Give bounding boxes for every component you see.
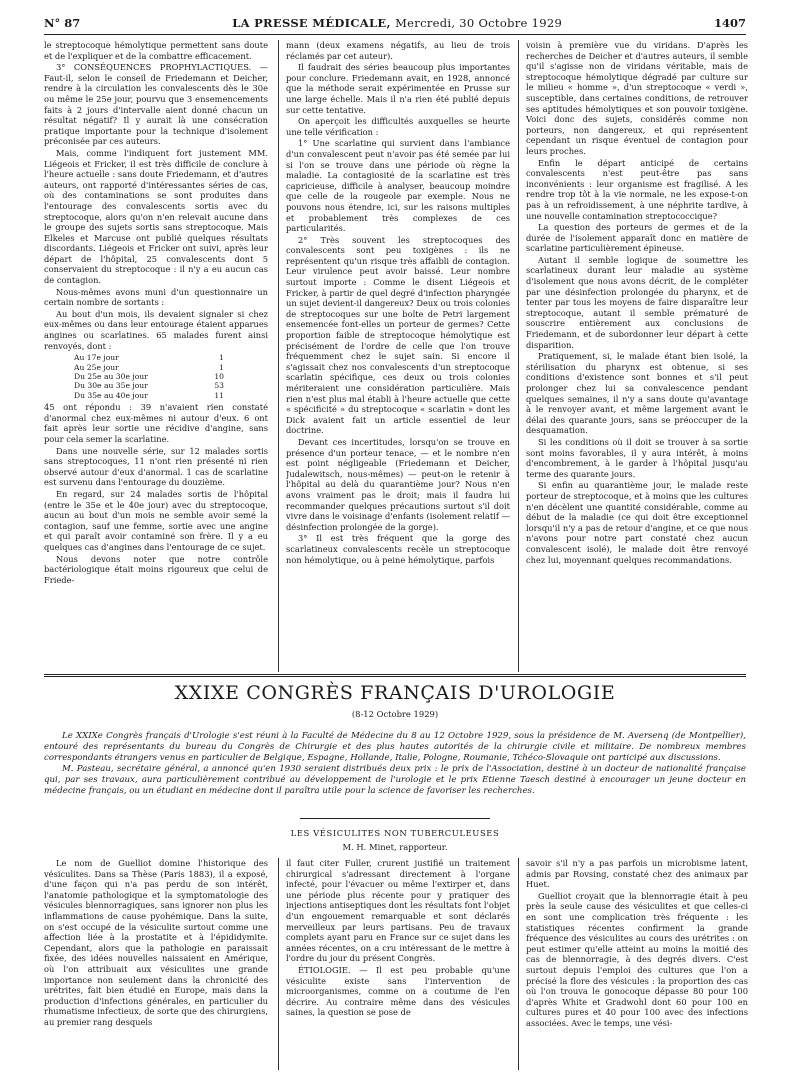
section-rule (300, 818, 490, 819)
column-divider (518, 858, 519, 1070)
table-value: 53 (214, 381, 224, 391)
table-row (74, 381, 268, 390)
paragraph: voisin à première vue du viridans. D'après les recherches de Deicher et d'autres auteurs, il semble qu'il s'agisse non de viridans véritable, mais de streptocoque hémolytique dégradé par culture sur le milieu « homme », d'un streptocoque « verdi », susceptible, dans certaines conditions, de retrouver ses aptitudes hémolytiques et son pouvoir toxigène. Voici donc des sujets, considérés comme non porteurs, non dangereux, et qui représentent cependant un risque éventuel de contagion pour leurs proches. (526, 40, 748, 156)
paragraph: On aperçoit les difficultés auxquelles se heurte une telle vérification : (286, 116, 510, 137)
journal-name: LA PRESSE MÉDICALE, (232, 16, 391, 30)
paragraph: Nous devons noter que notre contrôle bactériologique était moins rigoureux que celui de Friede- (44, 553, 268, 585)
table-label: Du 30e au 35e jour (74, 381, 148, 391)
paragraph: Guelliot croyait que la blennorragie était à peu près la seule cause des vésiculites et que celles-ci en sont une complication très fréquente : les statistiques récentes confirment la grande fréquence des vésiculites au cours des urétrites : on peut estimer qu'elle atteint au moins la moitié des cas de blennorragie, à des degrés divers. C'est surtout depuis l'emploi des cultures que l'on a précisé la flore des vésicules : la proportion des cas où l'on trouva le gonocoque dépasse 80 pour 100 d'après White et Gradwohl dont 60 pour 100 en cultures pures et 40 pour 100 avec des infections associées. Avec le temps, une vési- (526, 890, 748, 1028)
article-column-2 (286, 40, 510, 672)
issue-date: Mercredi, 30 Octobre 1929 (395, 16, 563, 30)
section-rule (44, 674, 746, 675)
paragraph: Mais, comme l'indiquent fort justement MM. Liégeois et Fricker, il est très difficile de conclure à l'heure actuelle : sans doute Friedemann, et d'autres auteurs, ont rapporté d'intéressantes séries de cas, où des contaminations se sont produites dans l'entourage des convalescents sortis avec du streptocoque, alors qu'on n'en relevait aucune dans le groupe des sujets sortis sans streptocoque. Mais Elkeles et Marcuse ont publié quelques résultats discordants. Liégeois et Fricker ont suivi, après leur départ de l'hôpital, 25 convalescents dont 5 conservaient du streptocoque : il n'y a eu aucun cas de contagion. (44, 147, 268, 286)
paragraph: Pratiquement, si, le malade étant bien isolé, la stérilisation du pharynx est obtenue, si ses conditions d'existence sont bonnes et s'il peut prolonger chez lui sa convalescence pendant quelques semaines, il n'y a sans doute qu'avantage à le renvoyer avant, et même largement avant le délai des quarante jours, sans se préoccuper de la desquamation. (526, 351, 748, 436)
table-row (74, 353, 268, 362)
article-column-1 (44, 40, 268, 672)
paragraph: 1° Une scarlatine qui survient dans l'ambiance d'un convalescent peut n'avoir pas été semée par lui si l'on se trouve dans une période où règne la maladie. La contagiosité de la scarlatine est très capricieuse, difficile à analyser, beaucoup moindre que celle de la rougeole par exemple. Nous ne pouvons nous étendre, ici, sur les raisons multiples et probablement très complexes de ces particularités. (286, 138, 510, 234)
lower-column-2 (286, 858, 510, 1070)
section-rapporteur: M. H. Minet, rapporteur. (342, 842, 448, 852)
table-label: Au 17e jour (74, 353, 119, 363)
issue-number: N° 87 (44, 16, 81, 30)
paragraph: Nous-mêmes avons muni d'un questionnaire un certain nombre de sortants : (44, 286, 268, 308)
table-label: Du 25e au 30e jour (74, 372, 148, 382)
paragraph: 3° Il est très fréquent que la gorge des scarlatineux convalescents recèle un streptocoque non hémolytique, ou à peine hémolytique, parfois (286, 533, 510, 565)
paragraph: Au bout d'un mois, ils devaient signaler si chez eux-mêmes ou dans leur entourage étaient apparues angines ou scarlatines. 65 malades furent ainsi renvoyés, dont : (44, 308, 268, 351)
paragraph: Devant ces incertitudes, lorsqu'on se trouve en présence d'un porteur tenace, — et le nombre n'en est point négligeable (Friedemann et Deicher, Judalewitsch, nous-mêmes) — peut-on le retenir à l'hôpital au delà du quarantième jour? Nous n'en avons vraiment pas le droit; mais il faudra lui recommander quelques précautions surtout s'il doit vivre dans le voisinage d'enfants (isolement relatif — désinfection prolongée de la gorge). (286, 436, 510, 532)
congress-intro (44, 731, 746, 797)
column-divider (518, 40, 519, 672)
table-label: Du 35e au 40e jour (74, 390, 148, 400)
paragraph: ÉTIOLOGIE. — Il est peu probable qu'une vésiculite existe sans l'intervention de microorganismes, comme on a coutume de l'en décrire. Au contraire même dans des vésicules saines, la question se pose de (286, 964, 510, 1018)
lower-column-1 (44, 858, 268, 1070)
paragraph: Il faudrait des séries beaucoup plus importantes pour conclure. Friedemann avait, en 1928, annoncé que la méthode serait expérimentée en Prusse sur une large échelle. Mais il n'a rien été publié depuis sur cette tentative. (286, 62, 510, 115)
table-value: 11 (214, 390, 224, 400)
paragraph: Si enfin au quarantième jour, le malade reste porteur de streptocoque, et à moins que les cultures n'en décèlent une quantité considérable, comme au début de la maladie (ce qui doit être exceptionnel lorsqu'il n'y a pas de retour d'angine, et ce que nous n'avons pour notre part constaté chez aucun convalescent isolé), le malade doit être renvoyé chez lui, moyennant quelques recommandations. (526, 480, 748, 565)
table-value: 1 (219, 362, 224, 372)
table-value: 1 (219, 353, 224, 363)
congress-title: XXIXE CONGRÈS FRANÇAIS D'UROLOGIE (174, 682, 616, 704)
table-row (74, 391, 268, 400)
paragraph: mann (deux examens négatifs, au lieu de trois réclamés par cet auteur). (286, 40, 510, 61)
paragraph: Enfin le départ anticipé de certains convalescents n'est peut-être pas sans inconvénients : leur organisme est fragilisé. A les rendre trop tôt à la vie normale, ne les expose-t-on pas à un refroidissement, à une néphrite tardive, à une nouvelle contamination streptococcique? (526, 157, 748, 221)
paragraph: Le nom de Guelliot domine l'historique des vésiculites. Dans sa Thèse (Paris 1883), il a exposé, d'une façon qui n'a pas perdu de son intérêt, l'anatomie pathologique et la symptomatologie des vésicules blennorragiques, sans ignorer non plus les inflammations de cause pyohémique. Dans la suite, on s'est occupé de la vésiculite surtout comme une affection liée à la prostatite et à l'épididymite. Cependant, alors que la pathologie en paraissait fixée, des idées nouvelles naissaient en Amérique, où l'on attribuait aux vésiculites une grande importance non seulement dans la chronicité des urétrites, fait bien étudié en Europe, mais dans la production d'infections générales, en particulier du rhumatisme infectieux, de sorte que des chirurgiens, au premier rang desquels (44, 858, 268, 1027)
paragraph: En regard, sur 24 malades sortis de l'hôpital (entre le 35e et le 40e jour) avec du streptocoque, aucun au bout d'un mois ne semble avoir semé la contagion, sauf une femme, sortie avec une angine et qui paraît avoir contaminé son frère. Il y a eu quelques cas d'angines dans l'entourage de ce sujet. (44, 489, 268, 552)
intro-paragraph: M. Pasteau, secrétaire général, a annoncé qu'en 1930 seraient distribués deux prix : le prix de l'Association, destiné à un docteur de nationalité française qui, par ses travaux, aura particulièrement contribué au développement de l'urologie et le prix Etienne Taesch destiné à encourager un jeune docteur en médecine français, ou un étudiant en médecine dont il paraîtra utile pour la science de favoriser les recherches. (44, 764, 746, 796)
page-number: 1407 (713, 16, 746, 30)
column-divider (278, 858, 279, 1070)
column-divider (278, 40, 279, 672)
table-row (74, 363, 268, 372)
lower-column-3 (526, 858, 748, 1070)
section-title: LES VÉSICULITES NON TUBERCULEUSES (290, 828, 500, 838)
journal-title (232, 16, 562, 30)
page-header (44, 16, 746, 35)
intro-paragraph: Le XXIXe Congrès français d'Urologie s'est réuni à la Faculté de Médecine du 8 au 12 Octobre 1929, sous la présidence de M. Aversenq (de Montpellier), entouré des représentants du bureau du Congrès de Chirurgie et des plus hautes autorités de la chirurgie civile et militaire. De nombreux membres correspondants étrangers venus en particulier de Belgique, Espagne, Hollande, Italie, Pologne, Roumanie, Tchéco-Slovaquie ont participé aux discussions. (44, 731, 746, 763)
paragraph: La question des porteurs de germes et de la durée de l'isolement apparaît donc en matière de scarlatine particulièrement épineuse. (526, 222, 748, 254)
paragraph: Dans une nouvelle série, sur 12 malades sortis sans streptocoques, 11 n'ont rien présenté ni rien observé autour d'eux d'anormal. 1 cas de scarlatine est survenu dans l'entourage du douzième. (44, 445, 268, 488)
table-value: 10 (214, 372, 224, 382)
paragraph: le streptocoque hémolytique permettent sans doute et de l'expliquer et de la combattre efficacement. (44, 40, 268, 61)
return-table (74, 353, 268, 400)
paragraph: il faut citer Fuller, crurent justifié un traitement chirurgical s'adressant directement à l'organe infecté, pour l'évacuer ou même l'extirper et, dans une période plus récente pour y pratiquer des injections antiseptiques dont les résultats font l'objet d'un engouement remarquable et sont déclarés merveilleux par leurs partisans. Peu de travaux complets ayant paru en France sur ce sujet dans les années récentes, on a cru intéressant de le mettre à l'ordre du jour du présent Congrès. (286, 858, 510, 964)
paragraph: savoir s'il n'y a pas parfois un microbisme latent, admis par Rovsing, constaté chez des animaux par Huet. (526, 858, 748, 890)
table-label: Au 25e jour (74, 362, 119, 372)
congress-dates: (8-12 Octobre 1929) (351, 709, 439, 719)
paragraph: Autant il semble logique de soumettre les scarlatineux durant leur maladie au système d'isolement que nous avons décrit, de le compléter par une désinfection prolongée du pharynx, et de tenter par tous les moyens de faire disparaître leur streptocoque, autant il semble prématuré de souscrire entièrement aux conclusions de Friedemann, et de subordonner leur départ à cette disparition. (526, 254, 748, 350)
paragraph: Si les conditions où il doit se trouver à sa sortie sont moins favorables, il y aura intérêt, à moins d'encombrement, à le garder à l'hôpital jusqu'au terme des quarante jours. (526, 436, 748, 479)
article-column-3 (526, 40, 748, 672)
paragraph: 45 ont répondu : 39 n'avaient rien constaté d'anormal chez eux-mêmes ni autour d'eux. 6 ont fait après leur sortie une récidive d'angine, sans pour cela semer la scarlatine. (44, 402, 268, 445)
section-rule (44, 676, 746, 677)
table-row (74, 372, 268, 381)
paragraph: 3° CONSÉQUENCES PROPHYLACTIQUES. — Faut-il, selon le conseil de Friedemann et Deicher, rendre à la circulation les convalescents dès le 30e ou même le 25e jour, pourvu que 3 ensemencements faits à 2 jours d'intervalle aient donné chacun un résultat négatif? Il y aurait là une consécration pratique importante pour la technique d'isolement préconisée par ces auteurs. (44, 62, 268, 147)
paragraph: 2° Très souvent les streptocoques des convalescents sont peu toxigènes : ils ne représentent qu'un risque très affaibli de contagion. Leur virulence peut avoir baissé. Leur nombre surtout importe : Comme le disent Liégeois et Fricker, à partir de quel degré d'infection pharyngée un sujet devient-il dangereux? Deux ou trois colonies de streptocoques sur une boîte de Petri largement ensemencée font-elles un porteur de germes? Cette proportion faible de streptocoque hémolytique est précisément de l'ordre de celle que l'on trouve fréquemment chez le sujet sain. Si encore il s'agissait chez nos convalescents d'un streptocoque scarlatin spécifique, ces deux ou trois colonies mériteraient une considération particulière. Mais rien n'est plus mal établi à l'heure actuelle que cette « spécificité » du streptocoque « scarlatin » dont les Dick avaient fait un article essentiel de leur doctrine. (286, 234, 510, 436)
